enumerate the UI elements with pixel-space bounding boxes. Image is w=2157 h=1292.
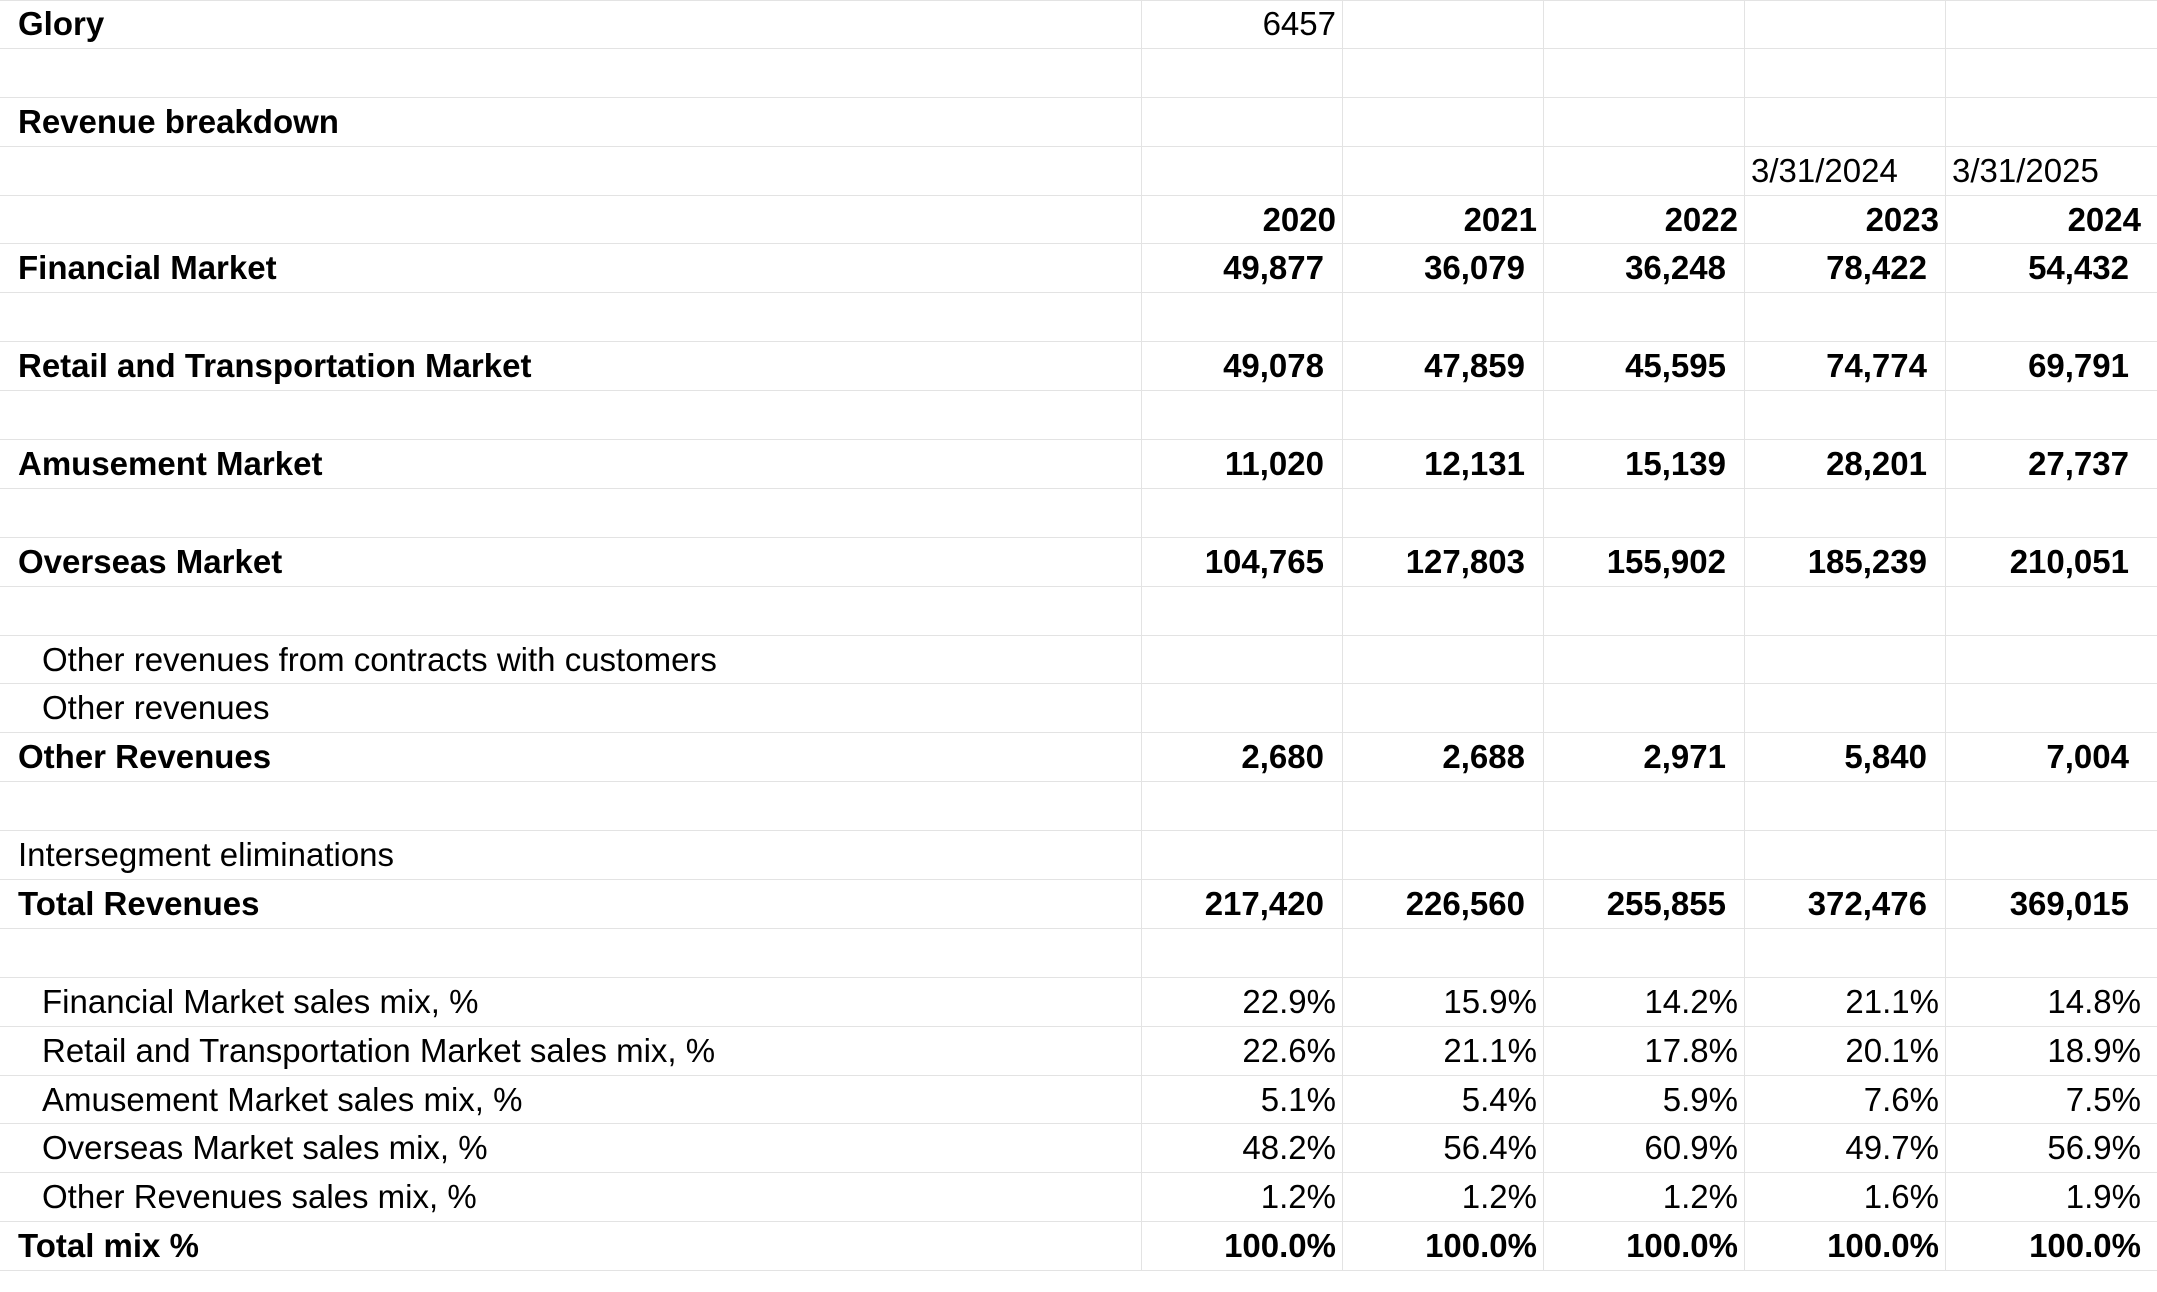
empty-cell[interactable] [1343, 587, 1544, 635]
value-cell[interactable]: 14.2% [1544, 978, 1745, 1026]
empty-cell[interactable] [1745, 684, 1946, 732]
empty-cell[interactable] [1343, 684, 1544, 732]
value-cell[interactable]: 104,765 [1142, 538, 1343, 586]
value-cell[interactable]: 127,803 [1343, 538, 1544, 586]
section-title-cell[interactable]: Revenue breakdown [0, 98, 1142, 146]
empty-cell[interactable] [1946, 831, 2147, 879]
empty-cell[interactable] [1544, 391, 1745, 439]
value-cell[interactable]: 49,078 [1142, 342, 1343, 390]
year-header-cell[interactable]: 2023 [1745, 196, 1946, 244]
empty-cell[interactable] [1544, 49, 1745, 97]
value-cell[interactable]: 185,239 [1745, 538, 1946, 586]
empty-cell[interactable] [1343, 489, 1544, 537]
value-cell[interactable]: 100.0% [2029, 1227, 2141, 1265]
value-cell[interactable]: 7,004 [2046, 738, 2129, 776]
row-empty [0, 489, 2157, 538]
empty-cell[interactable] [1343, 782, 1544, 830]
value-cell[interactable]: 28,201 [1745, 440, 1946, 488]
row-empty [0, 391, 2157, 440]
empty-cell[interactable] [0, 196, 1142, 244]
row-overseas-market [0, 538, 2157, 587]
row-empty [0, 49, 2157, 98]
row-financial-market [0, 244, 2157, 293]
value-cell[interactable]: 372,476 [1745, 880, 1946, 928]
empty-cell[interactable] [1343, 98, 1544, 146]
empty-cell[interactable] [1142, 929, 1343, 977]
empty-cell[interactable] [1946, 98, 2147, 146]
value-cell[interactable]: 22.6% [1142, 1027, 1343, 1075]
row-mix-overseas [0, 1124, 2157, 1173]
value-cell[interactable]: 12,131 [1343, 440, 1544, 488]
row-label-cell[interactable]: Other revenues [0, 684, 1142, 732]
empty-cell[interactable] [1343, 49, 1544, 97]
year-header-cell[interactable]: 2022 [1544, 196, 1745, 244]
row-company [0, 0, 2157, 49]
row-total-mix [0, 1222, 2157, 1271]
value-cell[interactable]: 5,840 [1745, 733, 1946, 781]
row-mix-amusement [0, 1076, 2157, 1125]
empty-cell[interactable] [0, 929, 1142, 977]
value-cell[interactable]: 48.2% [1142, 1124, 1343, 1172]
row-label-cell[interactable]: Overseas Market sales mix, % [0, 1124, 1142, 1172]
empty-cell[interactable] [1343, 929, 1544, 977]
value-cell[interactable]: 7.6% [1745, 1076, 1946, 1124]
empty-cell[interactable] [1745, 293, 1946, 341]
empty-cell[interactable] [1343, 831, 1544, 879]
empty-cell[interactable] [1745, 49, 1946, 97]
empty-cell[interactable] [1142, 293, 1343, 341]
empty-cell[interactable] [1544, 684, 1745, 732]
value-cell[interactable]: 1.2% [1343, 1173, 1544, 1221]
empty-cell[interactable] [1946, 1, 2147, 48]
empty-cell[interactable] [1142, 49, 1343, 97]
empty-cell[interactable] [1745, 831, 1946, 879]
row-label-cell[interactable]: Total mix % [0, 1222, 1142, 1270]
value-cell[interactable]: 56.9% [2047, 1129, 2141, 1167]
row-other-revenues-sub [0, 684, 2157, 733]
row-fiscal-dates [0, 147, 2157, 196]
value-cell[interactable]: 11,020 [1142, 440, 1343, 488]
empty-cell[interactable] [0, 489, 1142, 537]
value-cell[interactable]: 100.0% [1142, 1222, 1343, 1270]
empty-cell[interactable] [0, 782, 1142, 830]
empty-cell[interactable] [1745, 782, 1946, 830]
value-cell[interactable]: 7.5% [2065, 1080, 2141, 1118]
empty-cell[interactable] [1745, 98, 1946, 146]
empty-cell[interactable] [1946, 489, 2147, 537]
value-cell[interactable]: 217,420 [1142, 880, 1343, 928]
empty-cell[interactable] [1544, 587, 1745, 635]
value-cell[interactable]: 36,079 [1343, 244, 1544, 292]
value-cell[interactable]: 100.0% [1745, 1222, 1946, 1270]
row-other-contracts [0, 636, 2157, 685]
value-cell[interactable]: 17.8% [1544, 1027, 1745, 1075]
empty-cell[interactable] [1946, 587, 2147, 635]
value-cell[interactable]: 210,051 [2009, 542, 2129, 580]
empty-cell[interactable] [1142, 831, 1343, 879]
company-name-cell[interactable]: Glory [0, 1, 1142, 48]
row-retail-market [0, 342, 2157, 391]
value-cell[interactable]: 21.1% [1745, 978, 1946, 1026]
row-label-cell[interactable]: Financial Market [0, 244, 1142, 292]
empty-cell[interactable] [1946, 782, 2147, 830]
empty-cell[interactable] [1544, 1, 1745, 48]
fiscal-date-cell[interactable] [1343, 147, 1544, 195]
row-empty [0, 929, 2157, 978]
empty-cell[interactable] [1946, 49, 2147, 97]
empty-cell[interactable] [0, 147, 1142, 195]
row-years [0, 196, 2157, 245]
row-label-cell[interactable]: Amusement Market [0, 440, 1142, 488]
fiscal-date-cell[interactable] [1142, 147, 1343, 195]
empty-cell[interactable] [1142, 391, 1343, 439]
empty-cell[interactable] [1745, 1, 1946, 48]
row-label-cell[interactable]: Financial Market sales mix, % [0, 978, 1142, 1026]
empty-cell[interactable] [1142, 98, 1343, 146]
empty-cell[interactable] [1142, 636, 1343, 684]
value-cell[interactable]: 226,560 [1343, 880, 1544, 928]
value-cell[interactable]: 74,774 [1745, 342, 1946, 390]
value-cell[interactable]: 49,877 [1142, 244, 1343, 292]
value-cell[interactable]: 45,595 [1544, 342, 1745, 390]
value-cell[interactable]: 255,855 [1544, 880, 1745, 928]
empty-cell[interactable] [0, 587, 1142, 635]
row-label-cell[interactable]: Total Revenues [0, 880, 1142, 928]
value-cell[interactable]: 2,971 [1544, 733, 1745, 781]
value-cell[interactable]: 14.8% [2047, 982, 2141, 1020]
value-cell[interactable]: 100.0% [1544, 1222, 1745, 1270]
value-cell[interactable]: 15,139 [1544, 440, 1745, 488]
empty-cell[interactable] [1544, 293, 1745, 341]
row-intersegment [0, 831, 2157, 880]
empty-cell[interactable] [1544, 831, 1745, 879]
value-cell[interactable]: 21.1% [1343, 1027, 1544, 1075]
value-cell[interactable]: 5.4% [1343, 1076, 1544, 1124]
empty-cell[interactable] [0, 391, 1142, 439]
value-cell[interactable]: 22.9% [1142, 978, 1343, 1026]
value-cell[interactable]: 100.0% [1343, 1222, 1544, 1270]
empty-cell[interactable] [1544, 489, 1745, 537]
empty-cell[interactable] [1544, 782, 1745, 830]
empty-cell[interactable] [1946, 636, 2147, 684]
empty-cell[interactable] [1142, 489, 1343, 537]
empty-cell[interactable] [1343, 636, 1544, 684]
row-other-revenues [0, 733, 2157, 782]
value-cell[interactable]: 5.9% [1544, 1076, 1745, 1124]
empty-cell[interactable] [1544, 929, 1745, 977]
row-label-cell[interactable]: Other Revenues [0, 733, 1142, 781]
value-cell[interactable]: 49.7% [1745, 1124, 1946, 1172]
row-label-cell[interactable]: Intersegment eliminations [0, 831, 1142, 879]
fiscal-date-cell[interactable]: 3/31/2025 [1952, 151, 2099, 189]
empty-cell[interactable] [1745, 636, 1946, 684]
value-cell[interactable]: 47,859 [1343, 342, 1544, 390]
row-empty [0, 587, 2157, 636]
empty-cell[interactable] [1946, 684, 2147, 732]
row-label-cell[interactable]: Amusement Market sales mix, % [0, 1076, 1142, 1124]
value-cell[interactable]: 27,737 [2028, 444, 2129, 482]
row-label-cell[interactable]: Retail and Transportation Market sales mix, % [0, 1027, 1142, 1075]
row-mix-other [0, 1173, 2157, 1222]
value-cell[interactable]: 18.9% [2047, 1031, 2141, 1069]
empty-cell[interactable] [1745, 391, 1946, 439]
fiscal-date-cell[interactable]: 3/31/2024 [1745, 147, 1946, 195]
empty-cell[interactable] [1745, 929, 1946, 977]
row-empty [0, 782, 2157, 831]
row-amusement-market [0, 440, 2157, 489]
empty-cell[interactable] [1946, 391, 2147, 439]
row-total-revenues [0, 880, 2157, 929]
empty-cell[interactable] [1544, 98, 1745, 146]
value-cell[interactable]: 69,791 [2028, 347, 2129, 385]
row-mix-financial [0, 978, 2157, 1027]
row-label-cell[interactable]: Other Revenues sales mix, % [0, 1173, 1142, 1221]
empty-cell[interactable] [1544, 636, 1745, 684]
value-cell[interactable]: 36,248 [1544, 244, 1745, 292]
year-header-cell[interactable]: 2020 [1142, 196, 1343, 244]
row-mix-retail [0, 1027, 2157, 1076]
row-label-cell[interactable]: Retail and Transportation Market [0, 342, 1142, 390]
empty-cell[interactable] [0, 49, 1142, 97]
year-header-cell[interactable]: 2024 [2067, 200, 2141, 238]
value-cell[interactable]: 369,015 [2009, 884, 2129, 922]
empty-cell[interactable] [1142, 587, 1343, 635]
fiscal-date-cell[interactable] [1544, 147, 1745, 195]
empty-cell[interactable] [1343, 293, 1544, 341]
value-cell[interactable]: 15.9% [1343, 978, 1544, 1026]
value-cell[interactable]: 20.1% [1745, 1027, 1946, 1075]
empty-cell[interactable] [1343, 391, 1544, 439]
empty-cell[interactable] [1343, 1, 1544, 48]
row-section-title [0, 98, 2157, 147]
row-empty [0, 293, 2157, 342]
value-cell[interactable]: 2,680 [1142, 733, 1343, 781]
value-cell[interactable]: 56.4% [1343, 1124, 1544, 1172]
value-cell[interactable]: 5.1% [1142, 1076, 1343, 1124]
value-cell[interactable]: 1.2% [1142, 1173, 1343, 1221]
empty-cell[interactable] [1142, 684, 1343, 732]
empty-cell[interactable] [1745, 489, 1946, 537]
empty-cell[interactable] [1142, 782, 1343, 830]
ticker-cell[interactable]: 6457 [1142, 1, 1343, 48]
value-cell[interactable]: 54,432 [2028, 249, 2129, 287]
value-cell[interactable]: 1.2% [1544, 1173, 1745, 1221]
value-cell[interactable]: 1.6% [1745, 1173, 1946, 1221]
empty-cell[interactable] [1946, 293, 2147, 341]
row-label-cell[interactable]: Other revenues from contracts with customers [0, 636, 1142, 684]
value-cell[interactable]: 155,902 [1544, 538, 1745, 586]
value-cell[interactable]: 78,422 [1745, 244, 1946, 292]
empty-cell[interactable] [1946, 929, 2147, 977]
value-cell[interactable]: 1.9% [2065, 1178, 2141, 1216]
row-label-cell[interactable]: Overseas Market [0, 538, 1142, 586]
value-cell[interactable]: 2,688 [1343, 733, 1544, 781]
value-cell[interactable]: 60.9% [1544, 1124, 1745, 1172]
empty-cell[interactable] [1745, 587, 1946, 635]
year-header-cell[interactable]: 2021 [1343, 196, 1544, 244]
empty-cell[interactable] [0, 293, 1142, 341]
